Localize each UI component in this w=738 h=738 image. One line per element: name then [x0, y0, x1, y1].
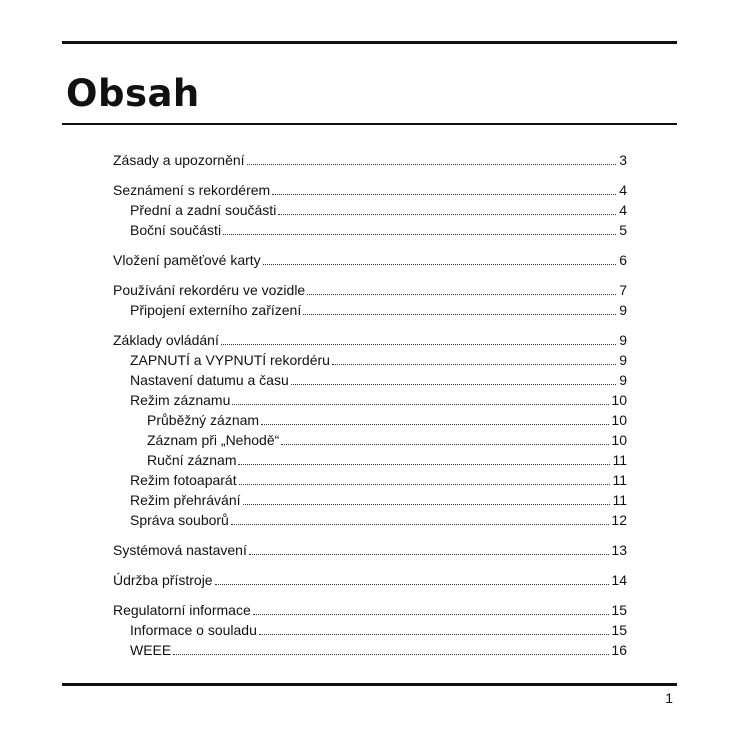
- toc-entry-page: 13: [611, 542, 627, 558]
- toc-entry-title: Zásady a upozornění: [113, 152, 245, 168]
- toc-entry-page: 11: [612, 492, 627, 508]
- toc-entry-title: Režim záznamu: [130, 392, 231, 408]
- page-number: 1: [665, 690, 673, 706]
- toc-entry[interactable]: [113, 490, 627, 510]
- toc-entry[interactable]: [113, 390, 627, 410]
- toc-entry[interactable]: [113, 600, 627, 620]
- toc-entry[interactable]: [113, 640, 627, 660]
- toc-entry[interactable]: [113, 540, 627, 560]
- toc-dot-leader: [221, 344, 616, 345]
- toc-entry-page: 14: [611, 572, 627, 588]
- toc-entry-page: 4: [619, 182, 627, 198]
- toc-entry-title: Přední a zadní součásti: [130, 202, 277, 218]
- toc-dot-leader: [278, 214, 616, 215]
- toc-entry[interactable]: [113, 280, 627, 300]
- toc-entry[interactable]: [113, 330, 627, 350]
- toc-entry-page: 12: [611, 512, 627, 528]
- toc-entry-title: Používání rekordéru ve vozidle: [113, 282, 306, 298]
- toc-dot-leader: [281, 444, 609, 445]
- toc-entry-page: 9: [619, 372, 627, 388]
- toc-entry-title: ZAPNUTÍ a VYPNUTÍ rekordéru: [130, 352, 330, 368]
- toc-entry-page: 7: [619, 282, 627, 298]
- title-rule: [62, 123, 677, 125]
- toc-entry[interactable]: [113, 250, 627, 270]
- toc-entry[interactable]: [113, 350, 627, 370]
- toc-entry-title: Ruční záznam: [147, 452, 237, 468]
- toc-entry-title: Nastavení datumu a času: [130, 372, 289, 388]
- toc-entry-title: Průběžný záznam: [147, 412, 260, 428]
- toc-entry-title: Boční součásti: [130, 222, 222, 238]
- toc-entry-title: Režim přehrávání: [130, 492, 241, 508]
- toc-dot-leader: [253, 614, 610, 615]
- toc-entry[interactable]: [113, 570, 627, 590]
- toc-dot-leader: [247, 164, 616, 165]
- toc-entry-page: 5: [619, 222, 627, 238]
- toc-entry[interactable]: [113, 300, 627, 320]
- toc-entry[interactable]: [113, 150, 627, 170]
- toc-entry[interactable]: [113, 450, 627, 470]
- toc-entry[interactable]: [113, 510, 627, 530]
- toc-dot-leader: [259, 634, 610, 635]
- toc-entry-page: 9: [619, 332, 627, 348]
- toc-dot-leader: [303, 314, 616, 315]
- bottom-rule: [62, 683, 677, 686]
- toc-entry-title: Připojení externího zařízení: [130, 302, 302, 318]
- toc-dot-leader: [307, 294, 616, 295]
- toc-entry-page: 4: [619, 202, 627, 218]
- toc-entry-page: 9: [619, 352, 627, 368]
- toc-entry-title: Informace o souladu: [130, 622, 257, 638]
- toc-entry[interactable]: [113, 220, 627, 240]
- toc-dot-leader: [332, 364, 616, 365]
- toc-entry-page: 11: [612, 452, 627, 468]
- top-rule: [62, 41, 677, 44]
- toc-entry-title: Základy ovládání: [113, 332, 219, 348]
- toc-dot-leader: [249, 554, 610, 555]
- toc-entry[interactable]: [113, 370, 627, 390]
- toc-entry-page: 15: [611, 622, 627, 638]
- toc-entry-title: Systémová nastavení: [113, 542, 247, 558]
- toc-entry-title: Regulatorní informace: [113, 602, 251, 618]
- toc-dot-leader: [232, 404, 609, 405]
- toc-entry-title: Seznámení s rekordérem: [113, 182, 271, 198]
- toc-entry-title: WEEE: [130, 642, 172, 658]
- table-of-contents: [113, 150, 627, 660]
- toc-entry[interactable]: [113, 180, 627, 200]
- toc-entry-title: Údržba přístroje: [113, 572, 213, 588]
- toc-entry-title: Režim fotoaparát: [130, 472, 237, 488]
- toc-entry[interactable]: [113, 620, 627, 640]
- toc-entry[interactable]: [113, 410, 627, 430]
- toc-dot-leader: [291, 384, 616, 385]
- toc-entry-page: 10: [611, 392, 627, 408]
- toc-entry-title: Správa souborů: [130, 512, 229, 528]
- toc-dot-leader: [215, 584, 610, 585]
- toc-entry-page: 10: [611, 412, 627, 428]
- toc-dot-leader: [263, 264, 616, 265]
- toc-entry-page: 11: [612, 472, 627, 488]
- toc-dot-leader: [272, 194, 616, 195]
- toc-entry[interactable]: [113, 470, 627, 490]
- toc-entry-page: 3: [619, 152, 627, 168]
- toc-entry[interactable]: [113, 430, 627, 450]
- toc-entry-title: Záznam při „Nehodě“: [147, 432, 280, 448]
- toc-dot-leader: [243, 504, 611, 505]
- toc-entry-page: 9: [619, 302, 627, 318]
- toc-entry-page: 15: [611, 602, 627, 618]
- toc-dot-leader: [261, 424, 609, 425]
- toc-dot-leader: [223, 234, 616, 235]
- toc-dot-leader: [231, 524, 610, 525]
- toc-entry[interactable]: [113, 200, 627, 220]
- page-title: Obsah: [66, 72, 200, 115]
- toc-entry-page: 6: [619, 252, 627, 268]
- toc-entry-page: 16: [611, 642, 627, 658]
- toc-entry-title: Vložení paměťové karty: [113, 252, 261, 268]
- toc-dot-leader: [239, 484, 611, 485]
- toc-dot-leader: [238, 464, 610, 465]
- toc-dot-leader: [173, 654, 609, 655]
- toc-entry-page: 10: [611, 432, 627, 448]
